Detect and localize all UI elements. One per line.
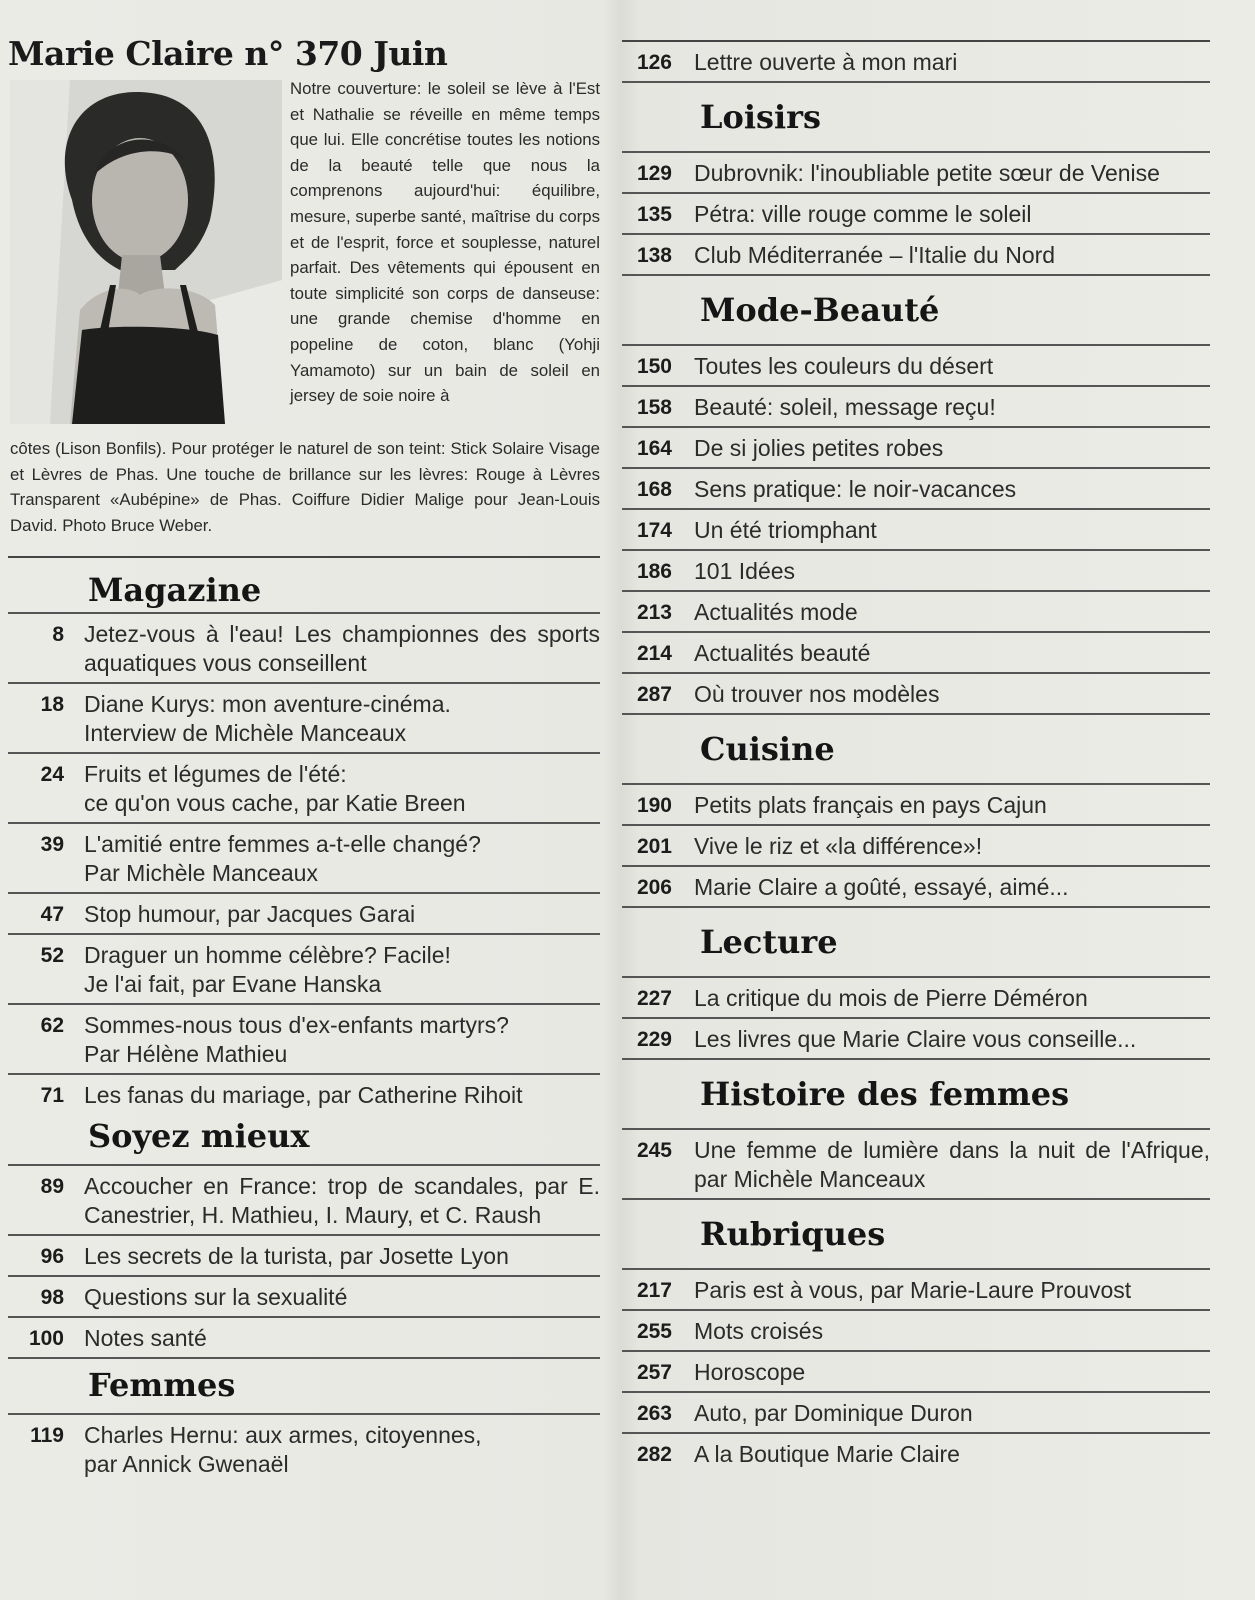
toc-entry — [622, 1311, 1210, 1352]
page-number: 89 — [40, 1175, 64, 1198]
toc-entry — [622, 1434, 1210, 1473]
page-number: 201 — [636, 835, 672, 858]
page-number: 135 — [636, 203, 672, 226]
entry-text: Fruits et légumes de l'été: ce qu'on vous cache, par Katie Breen — [84, 761, 466, 816]
section-title: Mode-Beauté — [622, 276, 1210, 346]
section-histoire-des-femmes — [622, 1060, 1210, 1200]
entry-text: 101 Idées — [694, 558, 796, 584]
entry-text: Actualités beauté — [694, 640, 871, 666]
entry-text: Sens pratique: le noir-vacances — [694, 476, 1017, 502]
toc-entry — [8, 614, 600, 684]
section-soyez-mieux — [8, 1114, 600, 1359]
page-number: 213 — [636, 601, 672, 624]
toc-entry — [622, 1352, 1210, 1393]
page-number: 98 — [40, 1286, 64, 1309]
entry-text: Lettre ouverte à mon mari — [694, 49, 958, 75]
section-loisirs — [622, 83, 1210, 276]
entry-text: Un été triomphant — [694, 517, 877, 543]
toc-entry — [622, 826, 1210, 867]
toc-entry — [8, 1005, 600, 1075]
section-mode-beaute — [622, 276, 1210, 715]
page-number: 158 — [636, 396, 672, 419]
section-rubriques — [622, 1200, 1210, 1473]
section-femmes — [8, 1359, 600, 1483]
entry-text: Club Méditerranée – l'Italie du Nord — [694, 242, 1056, 268]
section-title: Soyez mieux — [8, 1114, 600, 1166]
section-lecture — [622, 908, 1210, 1060]
entry-text: Marie Claire a goûté, essayé, aimé... — [694, 874, 1069, 900]
page-number: 100 — [28, 1327, 64, 1350]
page-number: 8 — [52, 623, 64, 646]
entry-text: Une femme de lumière dans la nuit de l'Afrique, par Michèle Manceaux — [694, 1137, 1210, 1192]
toc-entry — [622, 867, 1210, 908]
toc-entry — [8, 1318, 600, 1359]
toc-entry — [622, 428, 1210, 469]
page-number: 62 — [40, 1014, 64, 1037]
toc-entry — [8, 1277, 600, 1318]
entry-text: Les fanas du mariage, par Catherine Rihoit — [84, 1082, 523, 1108]
entry-text: Les livres que Marie Claire vous conseille... — [694, 1026, 1137, 1052]
entry-text: Où trouver nos modèles — [694, 681, 940, 707]
cover-caption-bottom: côtes (Lison Bonfils). Pour protéger le naturel de son teint: Stick Solaire Visage et Lèvres de Phas. Une touche de brillance sur les lèvres: Rouge à Lèvres Transparent «Aubépine» de Phas. Coiffure Didier Malige pour Jean-Louis David. Photo Bruce Weber. — [10, 439, 600, 535]
toc-entry — [622, 469, 1210, 510]
page-number: 47 — [40, 903, 64, 926]
page-number: 227 — [636, 987, 672, 1010]
page-number: 287 — [636, 683, 672, 706]
entry-text: Auto, par Dominique Duron — [694, 1400, 973, 1426]
left-column — [8, 34, 600, 1483]
toc-entry — [8, 824, 600, 894]
entry-text: Charles Hernu: aux armes, citoyennes, par Annick Gwenaël — [84, 1422, 482, 1477]
entry-text: Stop humour, par Jacques Garai — [84, 901, 416, 927]
page-number: 245 — [636, 1139, 672, 1162]
entry-text: A la Boutique Marie Claire — [694, 1441, 960, 1467]
toc-entry — [622, 346, 1210, 387]
page-number: 138 — [636, 244, 672, 267]
toc-entry — [622, 978, 1210, 1019]
section-title: Cuisine — [622, 715, 1210, 785]
page-number: 39 — [40, 833, 64, 856]
toc-entry — [622, 1270, 1210, 1311]
entry-text: Les secrets de la turista, par Josette Lyon — [84, 1243, 509, 1269]
entry-text: L'amitié entre femmes a-t-elle changé? Par Michèle Manceaux — [84, 831, 481, 886]
toc-entry — [622, 235, 1210, 276]
toc-entry — [622, 153, 1210, 194]
page-number: 18 — [40, 693, 64, 716]
page-number: 164 — [636, 437, 672, 460]
entry-text: Vive le riz et «la différence»! — [694, 833, 983, 859]
page-number: 206 — [636, 876, 672, 899]
toc-entry — [622, 1393, 1210, 1434]
entry-text: Mots croisés — [694, 1318, 824, 1344]
toc-entry — [8, 684, 600, 754]
toc-entry — [622, 1130, 1210, 1200]
section-title: Loisirs — [622, 83, 1210, 153]
entry-text: Draguer un homme célèbre? Facile! Je l'ai fait, par Evane Hanska — [84, 942, 451, 997]
section-title: Histoire des femmes — [622, 1060, 1210, 1130]
page-number: 168 — [636, 478, 672, 501]
right-column — [622, 40, 1210, 1473]
toc-entry — [8, 1166, 600, 1236]
toc-entry — [622, 387, 1210, 428]
toc-entry — [622, 1019, 1210, 1060]
entry-text: Notes santé — [84, 1325, 207, 1351]
page-number: 229 — [636, 1028, 672, 1051]
page-number: 24 — [40, 763, 64, 786]
entry-text: Beauté: soleil, message reçu! — [694, 394, 996, 420]
entry-text: Jetez-vous à l'eau! Les championnes des sports aquatiques vous conseillent — [84, 621, 600, 676]
page-number: 129 — [636, 162, 672, 185]
toc-entry — [622, 674, 1210, 715]
section-cuisine — [622, 715, 1210, 908]
toc-entry — [622, 592, 1210, 633]
page-number: 186 — [636, 560, 672, 583]
page-number: 217 — [636, 1279, 672, 1302]
page-number: 150 — [636, 355, 672, 378]
entry-text: La critique du mois de Pierre Déméron — [694, 985, 1088, 1011]
entry-text: Petits plats français en pays Cajun — [694, 792, 1047, 818]
entry-text: Dubrovnik: l'inoubliable petite sœur de Venise — [694, 160, 1160, 186]
section-title: Rubriques — [622, 1200, 1210, 1270]
entry-text: De si jolies petites robes — [694, 435, 944, 461]
toc-entry — [622, 194, 1210, 235]
toc-entry — [622, 785, 1210, 826]
cover-caption-top: Notre couverture: le soleil se lève à l'Est et Nathalie se réveille en même temps que lui. Elle concrétise toutes les notions de la beauté telle que nous la comprenons aujourd'hui: équilibre, mesure, superbe santé, maîtrise du corps et de l'esprit, force et souplesse, naturel parfait. Des vêtements qui épousent en toute simplicité son corps de danseuse: une grande chemise d'homme en popeline de coton, blanc (Yohji Yamamoto) sur un bain de soleil en jersey de soie noire à — [290, 79, 600, 406]
toc-entry — [622, 633, 1210, 674]
entry-text: Toutes les couleurs du désert — [694, 353, 994, 379]
page-number: 119 — [30, 1424, 64, 1447]
section-magazine — [8, 558, 600, 1114]
entry-text: Pétra: ville rouge comme le soleil — [694, 201, 1032, 227]
entry-text: Horoscope — [694, 1359, 806, 1385]
page-number: 126 — [636, 51, 672, 74]
toc-entry — [622, 510, 1210, 551]
toc-entry — [8, 1415, 600, 1483]
toc-entry — [622, 42, 1210, 83]
toc-entry — [8, 1236, 600, 1277]
cover-portrait-image — [10, 80, 282, 424]
page-number: 282 — [636, 1443, 672, 1466]
section-title: Magazine — [8, 558, 600, 614]
toc-entry — [8, 754, 600, 824]
page-number: 214 — [636, 642, 672, 665]
page-number: 190 — [636, 794, 672, 817]
toc-entry — [622, 551, 1210, 592]
cover-photo — [10, 80, 282, 424]
entry-text: Diane Kurys: mon aventure-cinéma. Interview de Michèle Manceaux — [84, 691, 451, 746]
entry-text: Accoucher en France: trop de scandales, par E. Canestrier, H. Mathieu, I. Maury, et C. Raush — [84, 1173, 600, 1228]
toc-entry — [8, 894, 600, 935]
page-number: 174 — [636, 519, 672, 542]
page-number: 52 — [40, 944, 64, 967]
page-number: 257 — [636, 1361, 672, 1384]
section-title: Femmes — [8, 1359, 600, 1415]
toc-entry — [8, 1075, 600, 1114]
section-title: Lecture — [622, 908, 1210, 978]
toc-entry — [8, 935, 600, 1005]
page-number: 96 — [40, 1245, 64, 1268]
page-number: 263 — [636, 1402, 672, 1425]
entry-text: Paris est à vous, par Marie-Laure Prouvost — [694, 1277, 1132, 1303]
cover-block — [8, 76, 600, 535]
page-number: 255 — [636, 1320, 672, 1343]
entry-text: Actualités mode — [694, 599, 858, 625]
magazine-title: Marie Claire n° 370 Juin — [8, 34, 448, 73]
entry-text: Sommes-nous tous d'ex-enfants martyrs? Par Hélène Mathieu — [84, 1012, 509, 1067]
entry-text: Questions sur la sexualité — [84, 1284, 348, 1310]
page-number: 71 — [40, 1084, 64, 1107]
